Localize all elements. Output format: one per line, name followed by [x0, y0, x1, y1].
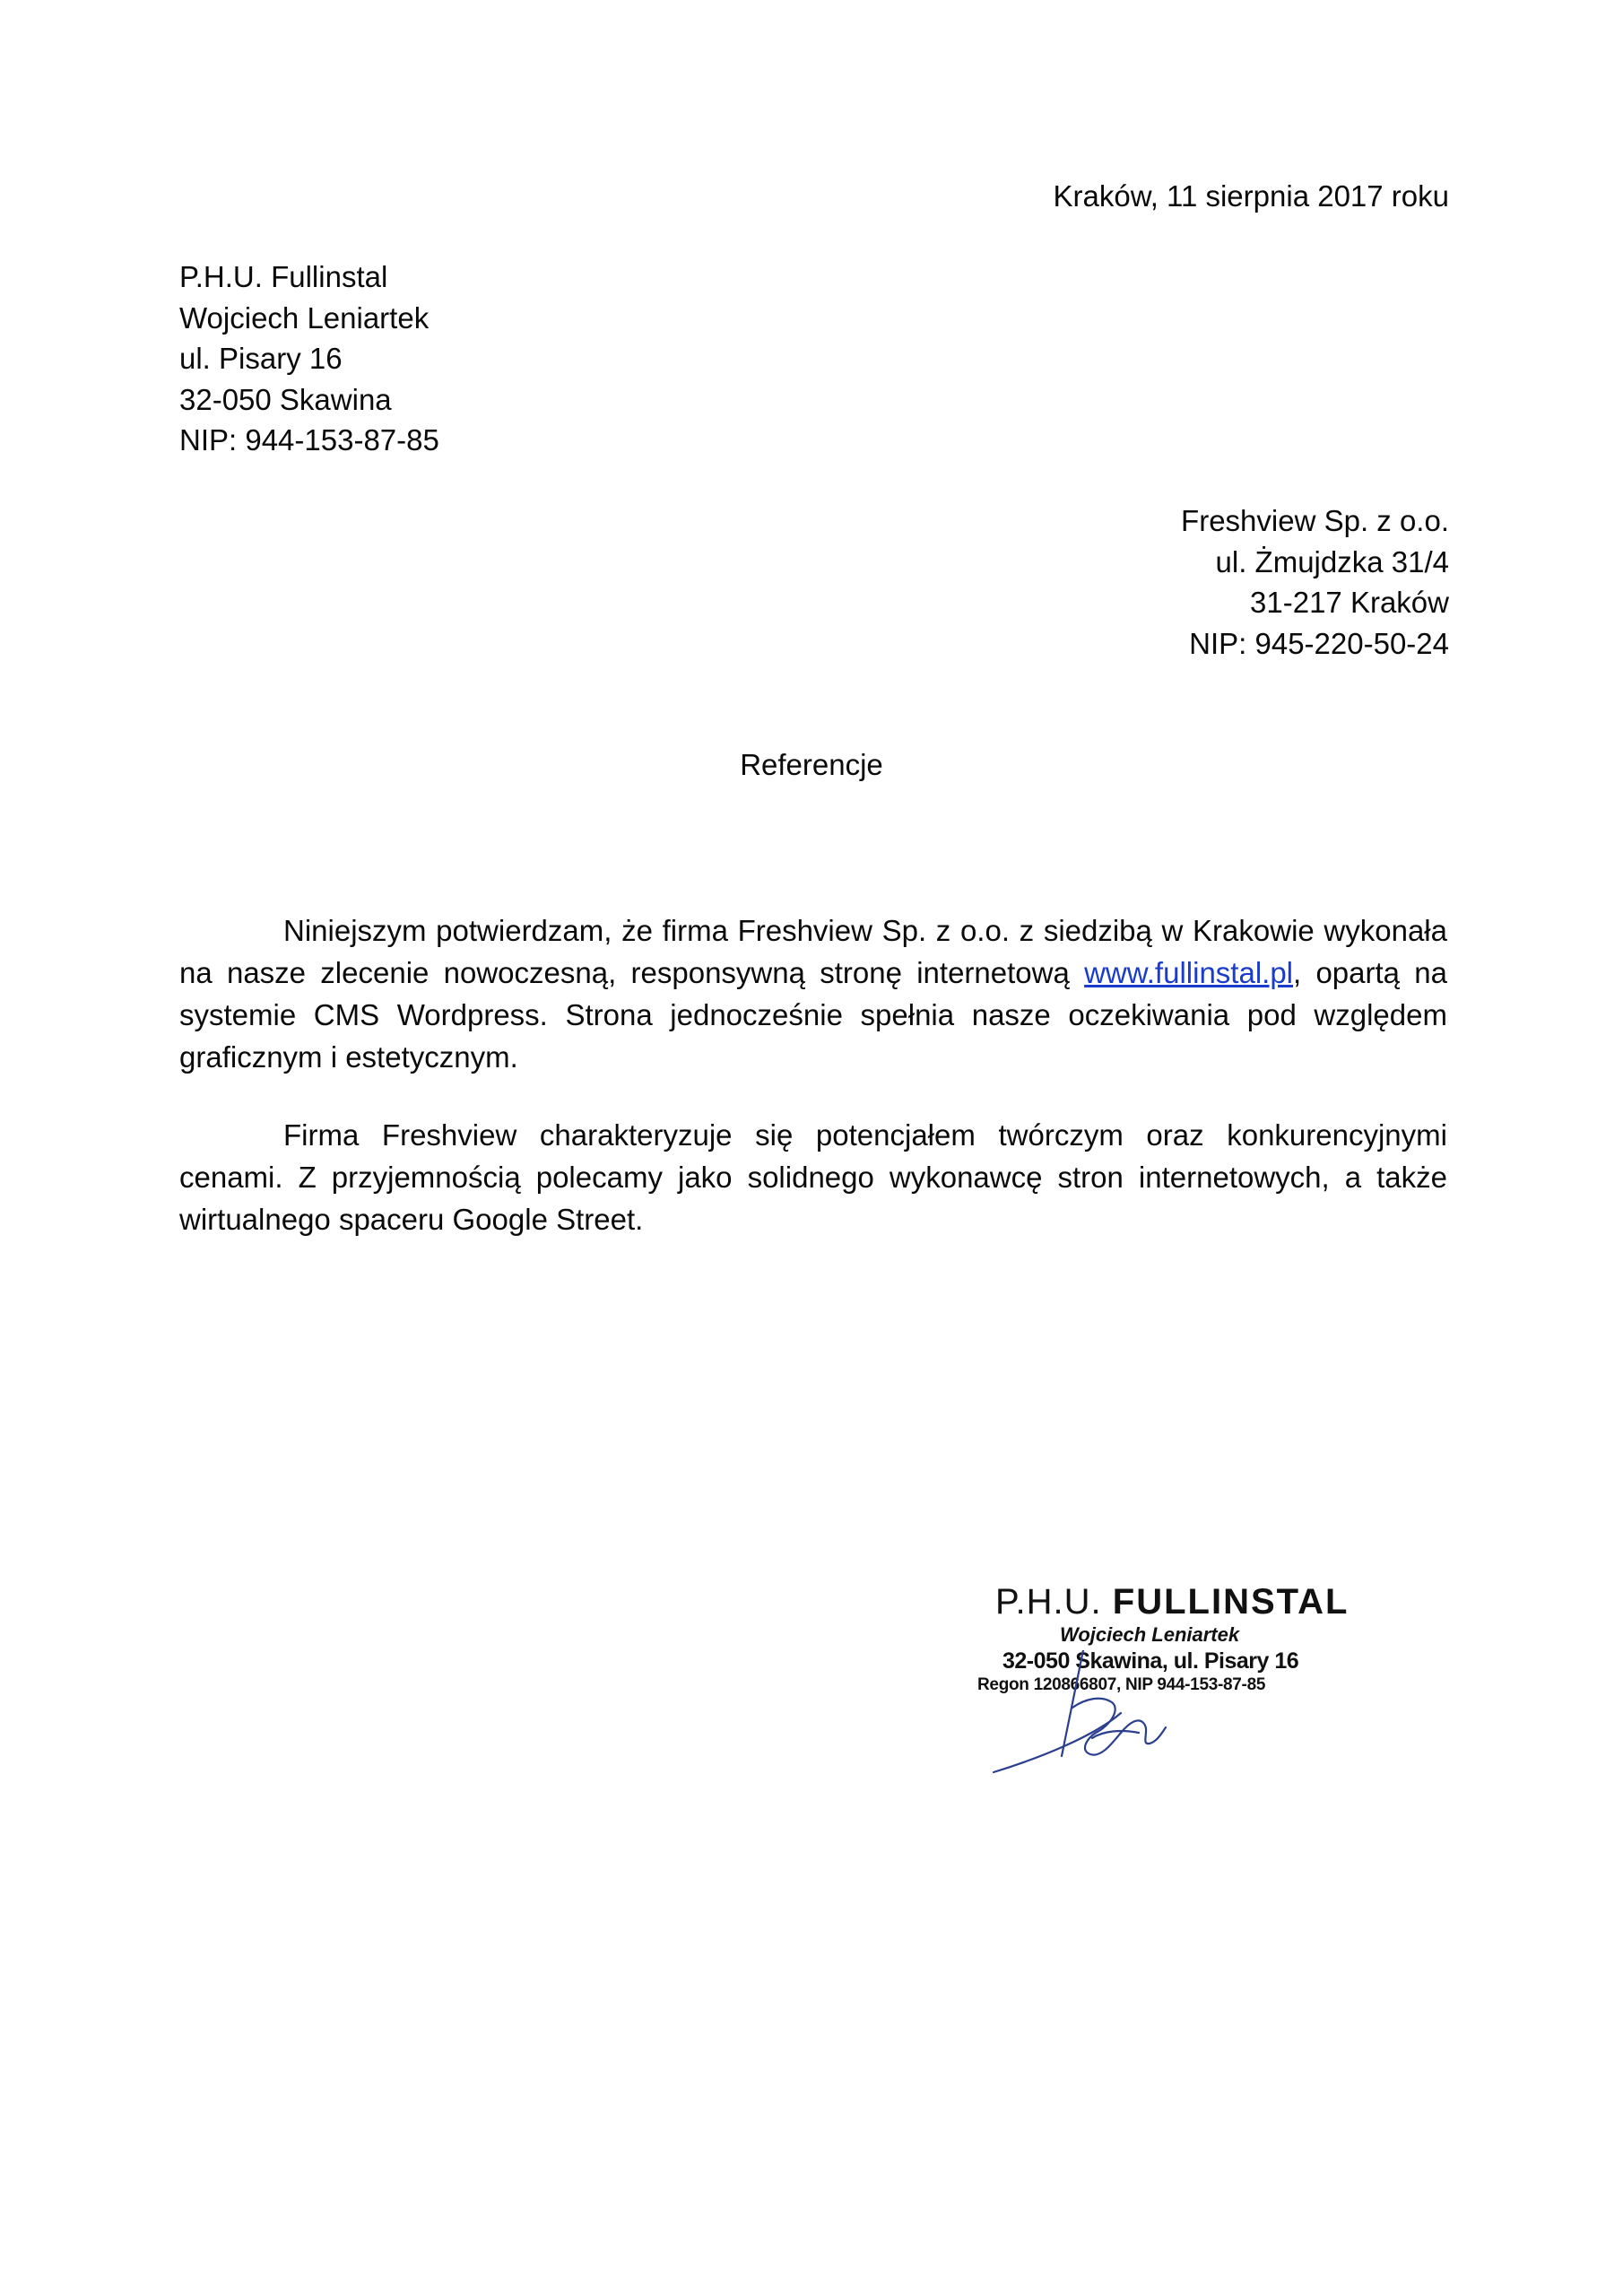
website-link[interactable]: www.fullinstal.pl	[1084, 956, 1294, 989]
sender-company: P.H.U. Fullinstal	[179, 260, 388, 293]
letter-subject: Referencje	[740, 748, 883, 781]
paragraph-2-text: Firma Freshview charakteryzuje się potencjałem twórczym oraz konkurencyjnymi cenami. Z przyjemnością polecamy jako solidnego wykonawcę stron internetowych, a także wirtualnego spaceru Google Street.	[179, 1118, 1447, 1236]
stamp-brand: FULLINSTAL	[1112, 1582, 1350, 1622]
recipient-street: ul. Żmujdzka 31/4	[1215, 544, 1449, 578]
handwritten-signature	[986, 1650, 1184, 1785]
recipient-nip: NIP: 945-220-50-24	[1189, 626, 1449, 660]
sender-person: Wojciech Leniartek	[179, 300, 430, 335]
stamp-prefix: P.H.U.	[995, 1582, 1102, 1622]
sender-nip: NIP: 944-153-87-85	[179, 423, 439, 457]
sender-street: ul. Pisary 16	[179, 342, 343, 375]
recipient-address-block	[1181, 500, 1449, 664]
stamp-owner: Wojciech Leniartek	[1060, 1623, 1240, 1646]
date-line: Kraków, 11 sierpnia 2017 roku	[1053, 179, 1449, 213]
paragraph-1-text-end: , opartą na systemie CMS Wordpress. Strona jednocześnie spełnia nasze oczekiwania pod względem graficznym i estetycznym.	[179, 956, 1447, 1074]
body-paragraph-2	[179, 1114, 1447, 1240]
recipient-city: 31-217 Kraków	[1250, 586, 1449, 619]
sender-city: 32-050 Skawina	[179, 382, 392, 416]
stamp-registry: Regon 120866807, NIP 944-153-87-85	[977, 1675, 1266, 1694]
stamp-address: 32-050 Skawina, ul. Pisary 16	[1002, 1648, 1299, 1674]
recipient-company: Freshview Sp. z o.o.	[1181, 504, 1449, 537]
paragraph-1-text-start: Niniejszym potwierdzam, że firma Freshview Sp. z o.o. z siedzibą w Krakowie wykonała na nasze zlecenie nowoczesną, responsywną stronę internetową	[179, 914, 1447, 989]
body-paragraph-1	[179, 909, 1447, 1078]
sender-address-block	[179, 257, 439, 461]
stamp-title	[995, 1580, 1349, 1623]
